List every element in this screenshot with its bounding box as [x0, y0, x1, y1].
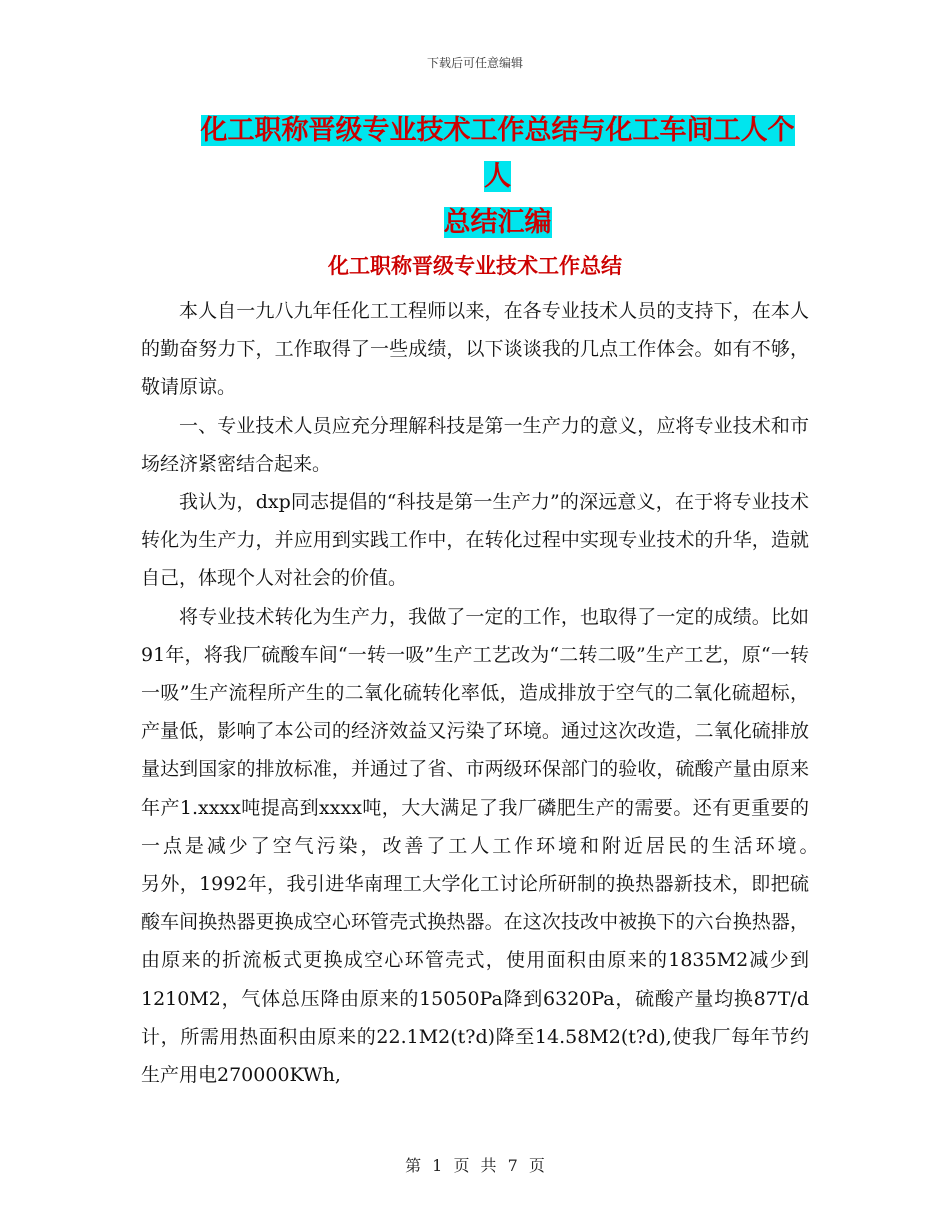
- paragraph-2: 一、专业技术人员应充分理解科技是第一生产力的意义，应将专业技术和市场经济紧密结合起来。: [141, 414, 809, 475]
- paragraph-3: 我认为，dxp同志提倡的“科技是第一生产力”的深远意义，在于将专业技术转化为生产力，并应用到实践工作中，在转化过程中实现专业技术的升华，造就自己，体现个人对社会的价值。: [141, 491, 809, 590]
- paragraph-1: 本人自一九八九年任化工工程师以来，在各专业技术人员的支持下，在本人的勤奋努力下，工作取得了一些成绩，以下谈谈我的几点工作体会。如有不够，敬请原谅。: [141, 300, 809, 399]
- paragraph-4: 将专业技术转化为生产力，我做了一定的工作，也取得了一定的成绩。比如91年，将我厂硫酸车间“一转一吸”生产工艺改为“二转二吸”生产工艺，原“一转一吸”生产流程所产生的二氧化硫转化率低，造成排放于空气的二氧化硫超标，产量低，影响了本公司的经济效益又污染了环境。通过这次改造，二氧化硫排放量达到国家的排放标准，并通过了省、市两级环保部门的验收，硫酸产量由原来年产1.xxxx吨提高到xxxx吨，大大满足了我厂磷肥生产的需要。还有更重要的一点是减少了空气污染，改善了工人工作环境和附近居民的生活环境。 另外，1992年，我引进华南理工大学化工讨论所研制的换热器新技术，即把硫酸车间换热器更换成空心环管壳式换热器。在这次技改中被换下的六台换热器，由原来的折流板式更换成空心环管壳式，使用面积由原来的1835M2减少到1210M2，气体总压降由原来的15050Pa降到6320Pa，硫酸产量均换87T/d计，所需用热面积由原来的22.1M2(t?d)降至14.58M2(t?d),使我厂每年节约生产用电270000KWh,: [141, 605, 886, 1087]
- title-line-2: 总结汇编: [443, 207, 552, 238]
- title-line-1: 化工职称晋级专业技术工作总结与化工车间工人个人: [200, 115, 795, 192]
- header-note: 下载后可任意编辑: [426, 56, 523, 70]
- document-title: [190, 108, 805, 246]
- page-footer: 第 1 页 共 7 页: [405, 1156, 545, 1175]
- document-body: [141, 292, 886, 1094]
- section-subtitle: 化工职称晋级专业技术工作总结: [328, 254, 622, 278]
